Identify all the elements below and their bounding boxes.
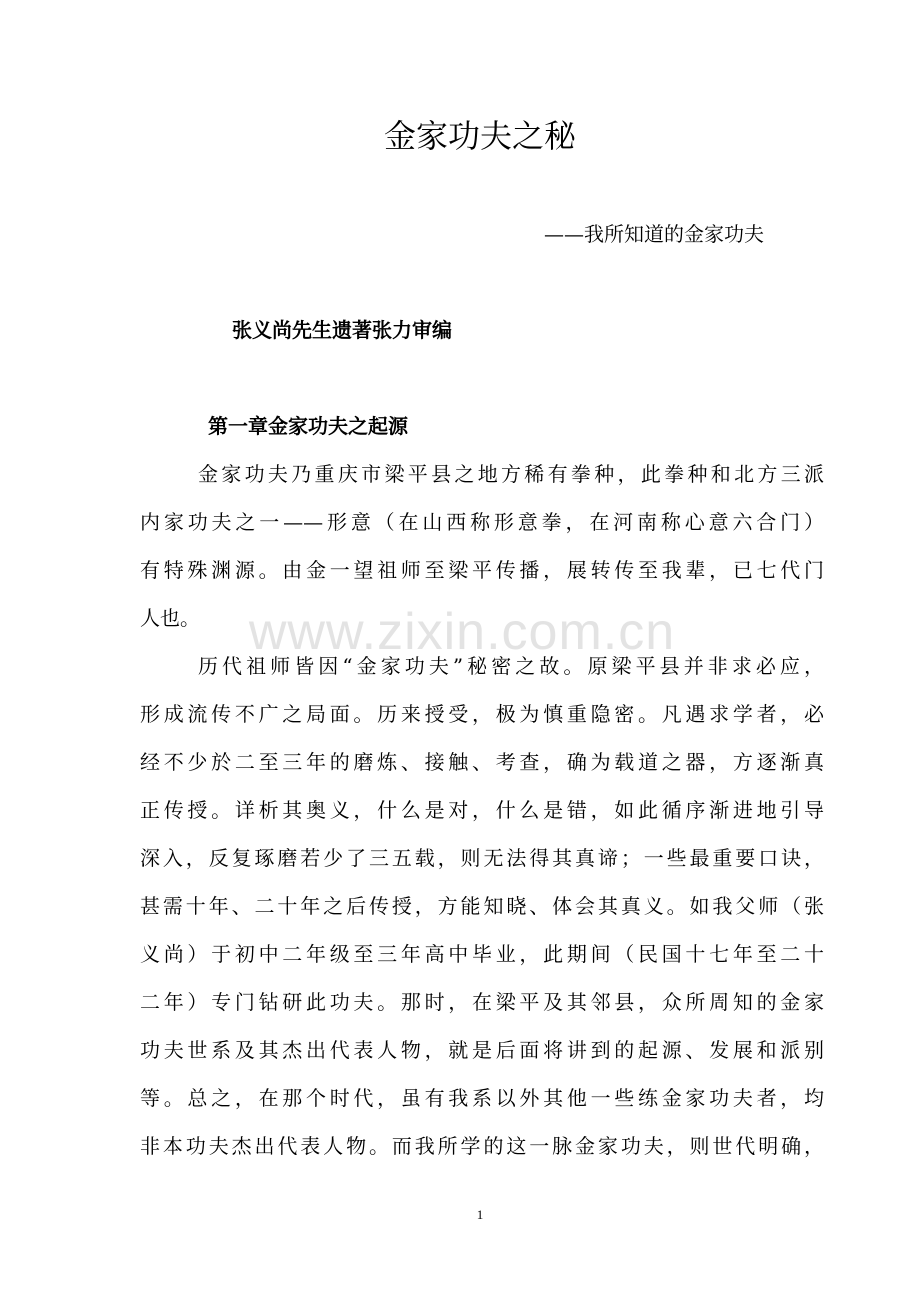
author-byline: 张义尚先生遗著张力审编 — [232, 318, 452, 342]
paragraph-line: 历代祖师皆因“金家功夫”秘密之故。原梁平县并非求必应， — [198, 654, 824, 678]
paragraph-line: 人也。 — [140, 606, 200, 630]
paragraph-line: 义尚）于初中二年级至三年高中毕业，此期间（民国十七年至二十 — [140, 942, 824, 966]
paragraph-line: 形成流传不广之局面。历来授受，极为慎重隐密。凡遇求学者，必 — [140, 702, 824, 726]
page-number: 1 — [476, 1207, 484, 1222]
watermark: www.zixin.com.cn — [248, 603, 676, 661]
chapter-heading: 第一章金家功夫之起源 — [208, 414, 408, 438]
paragraph-line: 正传授。详析其奥义，什么是对，什么是错，如此循序渐进地引导 — [140, 798, 824, 822]
paragraph-line: 甚需十年、二十年之后传授，方能知晓、体会其真义。如我父师（张 — [140, 894, 824, 918]
paragraph-2 — [140, 642, 824, 1170]
paragraph-line: 深入，反复琢磨若少了三五载，则无法得其真谛；一些最重要口诀， — [140, 846, 824, 870]
paragraph-line: 有特殊渊源。由金一望祖师至梁平传播，展转传至我辈，已七代门 — [140, 558, 824, 582]
paragraph-line: 等。总之，在那个时代，虽有我系以外其他一些练金家功夫者，均 — [140, 1086, 824, 1110]
paragraph-1 — [140, 450, 824, 642]
paragraph-line: 非本功夫杰出代表人物。而我所学的这一脉金家功夫，则世代明确， — [140, 1134, 824, 1158]
document-subtitle: ——我所知道的金家功夫 — [544, 222, 764, 246]
paragraph-line: 二年）专门钻研此功夫。那时，在梁平及其邻县，众所周知的金家 — [140, 990, 824, 1014]
paragraph-line: 功夫世系及其杰出代表人物，就是后面将讲到的起源、发展和派别 — [140, 1038, 824, 1062]
paragraph-line: 经不少於二至三年的磨炼、接触、考查，确为载道之器，方逐渐真 — [140, 750, 824, 774]
paragraph-line: 内家功夫之一——形意（在山西称形意拳，在河南称心意六合门） — [140, 510, 824, 534]
paragraph-line: 金家功夫乃重庆市梁平县之地方稀有拳种，此拳种和北方三派 — [198, 462, 824, 486]
document-title: 金家功夫之秘 — [383, 117, 576, 155]
